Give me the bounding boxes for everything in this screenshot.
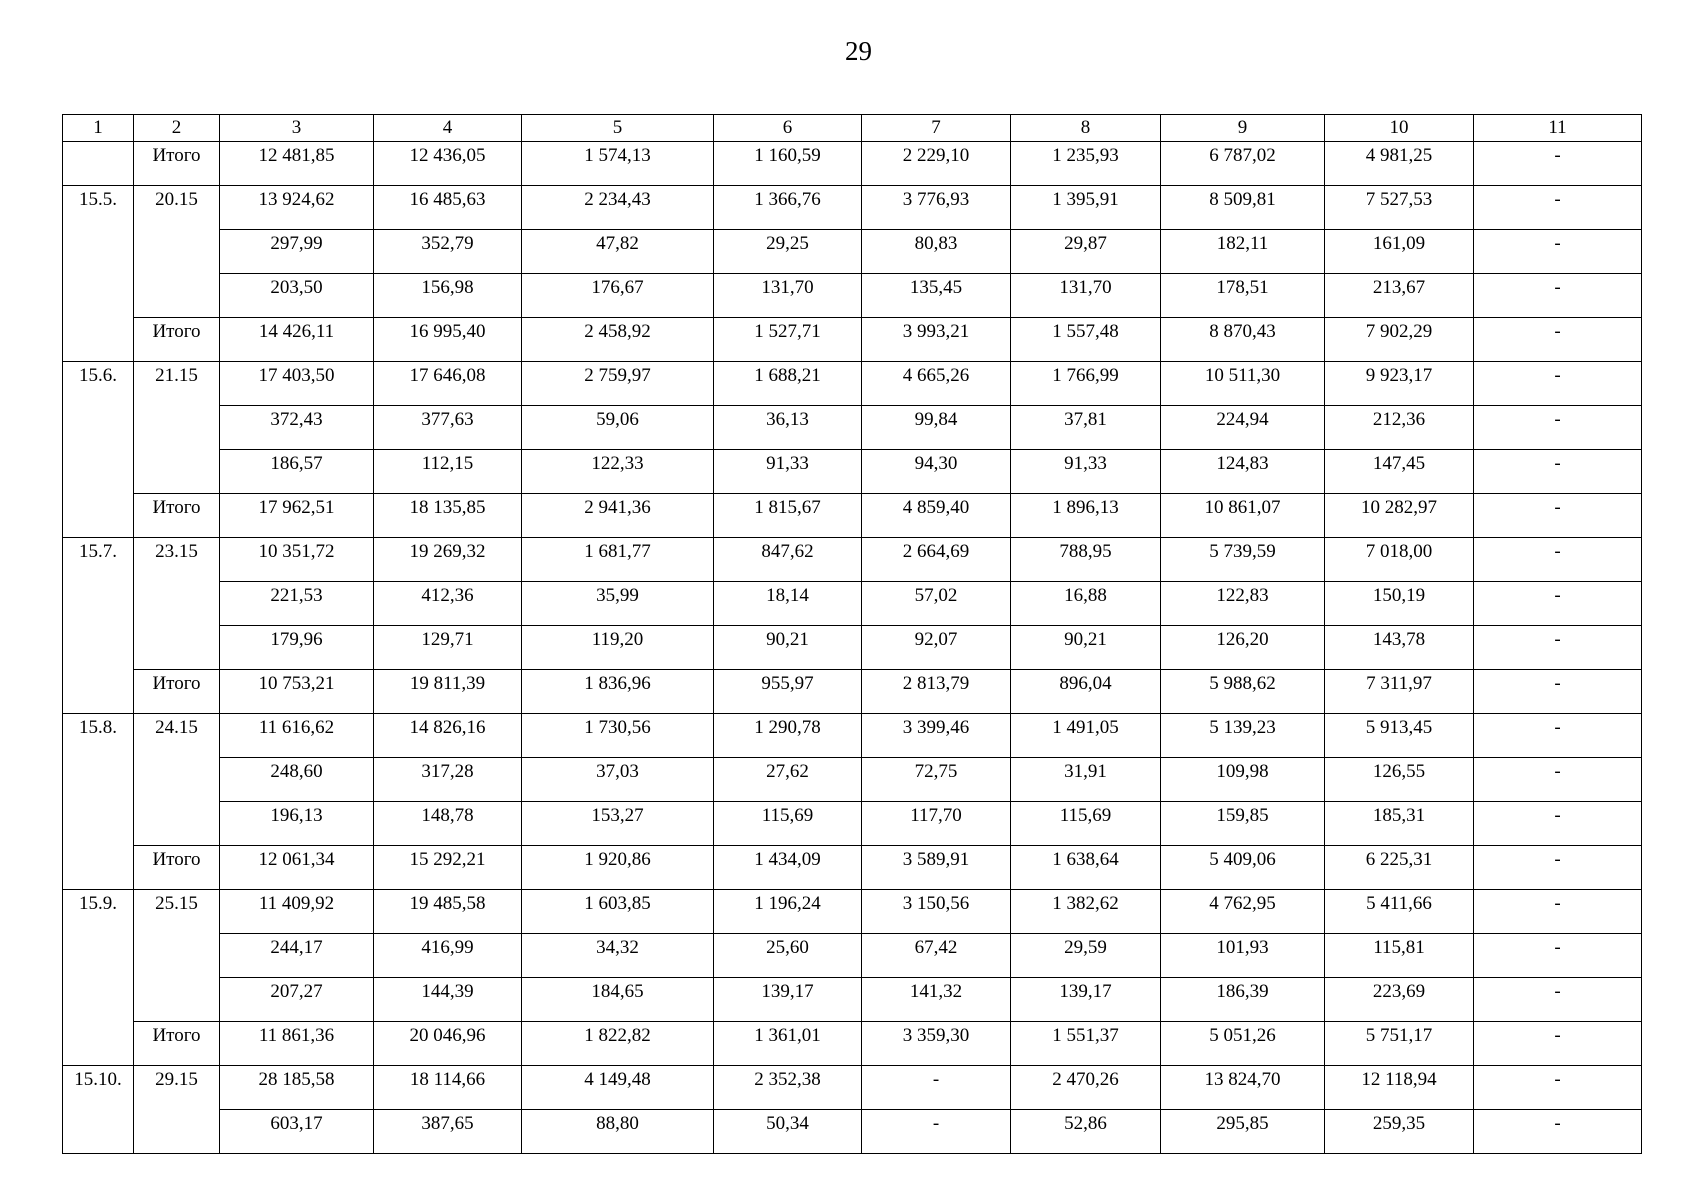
value-cell: 387,65: [374, 1110, 522, 1154]
value-cell: 1 491,05: [1011, 714, 1161, 758]
value-cell: 2 458,92: [522, 318, 714, 362]
value-cell: 2 470,26: [1011, 1066, 1161, 1110]
value-cell: 90,21: [1011, 626, 1161, 670]
value-cell: 1 574,13: [522, 142, 714, 186]
value-cell: 4 981,25: [1325, 142, 1474, 186]
table-header-row: [63, 115, 1642, 142]
value-cell: 2 229,10: [862, 142, 1011, 186]
value-cell: -: [1474, 714, 1642, 758]
value-cell: 1 815,67: [714, 494, 862, 538]
table-row: [63, 186, 1642, 230]
value-cell: -: [1474, 406, 1642, 450]
value-cell: 416,99: [374, 934, 522, 978]
code-cell: 29.15: [134, 1066, 220, 1154]
value-cell: 12 436,05: [374, 142, 522, 186]
value-cell: 377,63: [374, 406, 522, 450]
total-label-cell: Итого: [134, 318, 220, 362]
value-cell: 185,31: [1325, 802, 1474, 846]
value-cell: -: [1474, 186, 1642, 230]
value-cell: 9 923,17: [1325, 362, 1474, 406]
value-cell: 148,78: [374, 802, 522, 846]
value-cell: 1 434,09: [714, 846, 862, 890]
table-row: [63, 758, 1642, 802]
column-header: 8: [1011, 115, 1161, 142]
value-cell: 3 993,21: [862, 318, 1011, 362]
value-cell: 3 359,30: [862, 1022, 1011, 1066]
value-cell: 14 826,16: [374, 714, 522, 758]
value-cell: 1 366,76: [714, 186, 862, 230]
code-cell: 25.15: [134, 890, 220, 1022]
value-cell: -: [1474, 802, 1642, 846]
value-cell: 11 409,92: [220, 890, 374, 934]
value-cell: 2 941,36: [522, 494, 714, 538]
value-cell: 141,32: [862, 978, 1011, 1022]
value-cell: 129,71: [374, 626, 522, 670]
value-cell: -: [1474, 846, 1642, 890]
value-cell: 91,33: [714, 450, 862, 494]
value-cell: 1 836,96: [522, 670, 714, 714]
total-label-cell: Итого: [134, 670, 220, 714]
value-cell: 788,95: [1011, 538, 1161, 582]
column-header: 2: [134, 115, 220, 142]
value-cell: 109,98: [1161, 758, 1325, 802]
value-cell: 4 762,95: [1161, 890, 1325, 934]
value-cell: 37,81: [1011, 406, 1161, 450]
value-cell: 196,13: [220, 802, 374, 846]
value-cell: 126,55: [1325, 758, 1474, 802]
section-number-cell: 15.7.: [63, 538, 134, 714]
value-cell: 18 135,85: [374, 494, 522, 538]
value-cell: 1 361,01: [714, 1022, 862, 1066]
value-cell: 20 046,96: [374, 1022, 522, 1066]
value-cell: 1 681,77: [522, 538, 714, 582]
code-cell: 24.15: [134, 714, 220, 846]
value-cell: 603,17: [220, 1110, 374, 1154]
value-cell: 5 411,66: [1325, 890, 1474, 934]
value-cell: 19 269,32: [374, 538, 522, 582]
value-cell: 186,39: [1161, 978, 1325, 1022]
value-cell: 18,14: [714, 582, 862, 626]
value-cell: 1 638,64: [1011, 846, 1161, 890]
value-cell: 1 235,93: [1011, 142, 1161, 186]
value-cell: 115,81: [1325, 934, 1474, 978]
value-cell: -: [1474, 142, 1642, 186]
value-cell: 131,70: [714, 274, 862, 318]
value-cell: -: [1474, 890, 1642, 934]
value-cell: 1 290,78: [714, 714, 862, 758]
value-cell: 2 759,97: [522, 362, 714, 406]
column-header: 3: [220, 115, 374, 142]
value-cell: 1 688,21: [714, 362, 862, 406]
code-cell: 21.15: [134, 362, 220, 494]
value-cell: 6 225,31: [1325, 846, 1474, 890]
value-cell: 161,09: [1325, 230, 1474, 274]
value-cell: 3 150,56: [862, 890, 1011, 934]
data-table: [62, 114, 1642, 1154]
value-cell: 124,83: [1161, 450, 1325, 494]
value-cell: 5 051,26: [1161, 1022, 1325, 1066]
value-cell: 2 664,69: [862, 538, 1011, 582]
value-cell: 144,39: [374, 978, 522, 1022]
value-cell: 5 139,23: [1161, 714, 1325, 758]
value-cell: 117,70: [862, 802, 1011, 846]
value-cell: 5 988,62: [1161, 670, 1325, 714]
value-cell: 295,85: [1161, 1110, 1325, 1154]
value-cell: 47,82: [522, 230, 714, 274]
value-cell: 16,88: [1011, 582, 1161, 626]
value-cell: -: [1474, 758, 1642, 802]
value-cell: 150,19: [1325, 582, 1474, 626]
value-cell: 31,91: [1011, 758, 1161, 802]
value-cell: 99,84: [862, 406, 1011, 450]
value-cell: 412,36: [374, 582, 522, 626]
value-cell: 203,50: [220, 274, 374, 318]
value-cell: 131,70: [1011, 274, 1161, 318]
value-cell: 94,30: [862, 450, 1011, 494]
value-cell: 156,98: [374, 274, 522, 318]
value-cell: 213,67: [1325, 274, 1474, 318]
value-cell: 15 292,21: [374, 846, 522, 890]
value-cell: 1 196,24: [714, 890, 862, 934]
value-cell: 67,42: [862, 934, 1011, 978]
value-cell: 955,97: [714, 670, 862, 714]
value-cell: 143,78: [1325, 626, 1474, 670]
value-cell: -: [1474, 978, 1642, 1022]
value-cell: 29,59: [1011, 934, 1161, 978]
value-cell: 135,45: [862, 274, 1011, 318]
value-cell: 50,34: [714, 1110, 862, 1154]
value-cell: 80,83: [862, 230, 1011, 274]
value-cell: -: [862, 1066, 1011, 1110]
table-row: [63, 846, 1642, 890]
value-cell: 17 962,51: [220, 494, 374, 538]
value-cell: 10 282,97: [1325, 494, 1474, 538]
value-cell: 12 481,85: [220, 142, 374, 186]
value-cell: 3 589,91: [862, 846, 1011, 890]
value-cell: -: [1474, 538, 1642, 582]
table-row: [63, 450, 1642, 494]
column-header: 6: [714, 115, 862, 142]
value-cell: 224,94: [1161, 406, 1325, 450]
value-cell: 223,69: [1325, 978, 1474, 1022]
section-number-cell: 15.8.: [63, 714, 134, 890]
value-cell: 176,67: [522, 274, 714, 318]
value-cell: 352,79: [374, 230, 522, 274]
value-cell: 186,57: [220, 450, 374, 494]
value-cell: 5 913,45: [1325, 714, 1474, 758]
value-cell: 8 509,81: [1161, 186, 1325, 230]
table-row: [63, 538, 1642, 582]
value-cell: 2 352,38: [714, 1066, 862, 1110]
section-number-cell: [63, 142, 134, 186]
value-cell: -: [1474, 1022, 1642, 1066]
value-cell: 182,11: [1161, 230, 1325, 274]
value-cell: 10 511,30: [1161, 362, 1325, 406]
value-cell: 896,04: [1011, 670, 1161, 714]
value-cell: 35,99: [522, 582, 714, 626]
value-cell: 248,60: [220, 758, 374, 802]
value-cell: 5 751,17: [1325, 1022, 1474, 1066]
value-cell: -: [1474, 1110, 1642, 1154]
value-cell: 297,99: [220, 230, 374, 274]
value-cell: 1 551,37: [1011, 1022, 1161, 1066]
section-number-cell: 15.10.: [63, 1066, 134, 1154]
value-cell: 7 311,97: [1325, 670, 1474, 714]
value-cell: -: [1474, 670, 1642, 714]
table-row: [63, 934, 1642, 978]
table-body: [63, 142, 1642, 1154]
value-cell: 221,53: [220, 582, 374, 626]
table-row: [63, 978, 1642, 1022]
column-header: 4: [374, 115, 522, 142]
value-cell: 1 896,13: [1011, 494, 1161, 538]
column-header: 5: [522, 115, 714, 142]
value-cell: 37,03: [522, 758, 714, 802]
table-row: [63, 670, 1642, 714]
value-cell: 1 603,85: [522, 890, 714, 934]
value-cell: -: [1474, 362, 1642, 406]
value-cell: 5 739,59: [1161, 538, 1325, 582]
table-row: [63, 274, 1642, 318]
value-cell: 4 859,40: [862, 494, 1011, 538]
value-cell: 10 861,07: [1161, 494, 1325, 538]
value-cell: 179,96: [220, 626, 374, 670]
value-cell: 8 870,43: [1161, 318, 1325, 362]
value-cell: 13 824,70: [1161, 1066, 1325, 1110]
value-cell: -: [1474, 230, 1642, 274]
section-number-cell: 15.5.: [63, 186, 134, 362]
table-row: [63, 626, 1642, 670]
value-cell: 91,33: [1011, 450, 1161, 494]
value-cell: 184,65: [522, 978, 714, 1022]
value-cell: 126,20: [1161, 626, 1325, 670]
value-cell: 7 902,29: [1325, 318, 1474, 362]
value-cell: 18 114,66: [374, 1066, 522, 1110]
value-cell: 2 234,43: [522, 186, 714, 230]
value-cell: 1 395,91: [1011, 186, 1161, 230]
value-cell: 119,20: [522, 626, 714, 670]
total-label-cell: Итого: [134, 142, 220, 186]
value-cell: 178,51: [1161, 274, 1325, 318]
value-cell: 57,02: [862, 582, 1011, 626]
column-header: 1: [63, 115, 134, 142]
value-cell: 1 920,86: [522, 846, 714, 890]
value-cell: 139,17: [714, 978, 862, 1022]
value-cell: -: [1474, 494, 1642, 538]
value-cell: 212,36: [1325, 406, 1474, 450]
value-cell: 16 485,63: [374, 186, 522, 230]
table-row: [63, 1022, 1642, 1066]
table-row: [63, 1066, 1642, 1110]
value-cell: -: [1474, 450, 1642, 494]
column-header: 11: [1474, 115, 1642, 142]
column-header: 7: [862, 115, 1011, 142]
value-cell: 7 527,53: [1325, 186, 1474, 230]
value-cell: 34,32: [522, 934, 714, 978]
value-cell: 847,62: [714, 538, 862, 582]
table-row: [63, 406, 1642, 450]
value-cell: 52,86: [1011, 1110, 1161, 1154]
total-label-cell: Итого: [134, 1022, 220, 1066]
value-cell: -: [1474, 934, 1642, 978]
value-cell: 153,27: [522, 802, 714, 846]
total-label-cell: Итого: [134, 846, 220, 890]
value-cell: 115,69: [714, 802, 862, 846]
value-cell: -: [1474, 626, 1642, 670]
value-cell: 101,93: [1161, 934, 1325, 978]
section-number-cell: 15.9.: [63, 890, 134, 1066]
table-row: [63, 362, 1642, 406]
value-cell: 122,33: [522, 450, 714, 494]
value-cell: 27,62: [714, 758, 862, 802]
value-cell: 1 822,82: [522, 1022, 714, 1066]
value-cell: 92,07: [862, 626, 1011, 670]
value-cell: 17 403,50: [220, 362, 374, 406]
value-cell: 11 616,62: [220, 714, 374, 758]
table-row: [63, 714, 1642, 758]
value-cell: 3 776,93: [862, 186, 1011, 230]
value-cell: 122,83: [1161, 582, 1325, 626]
column-header: 9: [1161, 115, 1325, 142]
table-row: [63, 802, 1642, 846]
value-cell: 1 527,71: [714, 318, 862, 362]
value-cell: 159,85: [1161, 802, 1325, 846]
table-row: [63, 230, 1642, 274]
table-row: [63, 890, 1642, 934]
value-cell: 19 811,39: [374, 670, 522, 714]
code-cell: 23.15: [134, 538, 220, 670]
value-cell: 12 118,94: [1325, 1066, 1474, 1110]
value-cell: 10 351,72: [220, 538, 374, 582]
value-cell: 1 382,62: [1011, 890, 1161, 934]
value-cell: 90,21: [714, 626, 862, 670]
value-cell: 2 813,79: [862, 670, 1011, 714]
value-cell: 4 149,48: [522, 1066, 714, 1110]
value-cell: 59,06: [522, 406, 714, 450]
value-cell: 28 185,58: [220, 1066, 374, 1110]
table-row: [63, 1110, 1642, 1154]
value-cell: -: [1474, 318, 1642, 362]
value-cell: 29,25: [714, 230, 862, 274]
value-cell: -: [1474, 582, 1642, 626]
value-cell: 3 399,46: [862, 714, 1011, 758]
value-cell: 11 861,36: [220, 1022, 374, 1066]
value-cell: 207,27: [220, 978, 374, 1022]
value-cell: 1 557,48: [1011, 318, 1161, 362]
value-cell: 88,80: [522, 1110, 714, 1154]
value-cell: 317,28: [374, 758, 522, 802]
total-label-cell: Итого: [134, 494, 220, 538]
value-cell: 112,15: [374, 450, 522, 494]
value-cell: 72,75: [862, 758, 1011, 802]
value-cell: 19 485,58: [374, 890, 522, 934]
value-cell: 244,17: [220, 934, 374, 978]
table-row: [63, 318, 1642, 362]
value-cell: 1 160,59: [714, 142, 862, 186]
column-header: 10: [1325, 115, 1474, 142]
section-number-cell: 15.6.: [63, 362, 134, 538]
table-row: [63, 494, 1642, 538]
value-cell: 29,87: [1011, 230, 1161, 274]
value-cell: 10 753,21: [220, 670, 374, 714]
value-cell: 17 646,08: [374, 362, 522, 406]
value-cell: 115,69: [1011, 802, 1161, 846]
value-cell: 13 924,62: [220, 186, 374, 230]
value-cell: 36,13: [714, 406, 862, 450]
code-cell: 20.15: [134, 186, 220, 318]
value-cell: 6 787,02: [1161, 142, 1325, 186]
value-cell: 4 665,26: [862, 362, 1011, 406]
value-cell: 5 409,06: [1161, 846, 1325, 890]
value-cell: 12 061,34: [220, 846, 374, 890]
value-cell: 14 426,11: [220, 318, 374, 362]
value-cell: -: [1474, 274, 1642, 318]
value-cell: 372,43: [220, 406, 374, 450]
table-row: [63, 582, 1642, 626]
value-cell: -: [862, 1110, 1011, 1154]
table-row: [63, 142, 1642, 186]
value-cell: 25,60: [714, 934, 862, 978]
value-cell: 147,45: [1325, 450, 1474, 494]
value-cell: 259,35: [1325, 1110, 1474, 1154]
value-cell: -: [1474, 1066, 1642, 1110]
value-cell: 16 995,40: [374, 318, 522, 362]
value-cell: 139,17: [1011, 978, 1161, 1022]
value-cell: 7 018,00: [1325, 538, 1474, 582]
value-cell: 1 766,99: [1011, 362, 1161, 406]
page-number: 29: [845, 36, 872, 66]
value-cell: 1 730,56: [522, 714, 714, 758]
